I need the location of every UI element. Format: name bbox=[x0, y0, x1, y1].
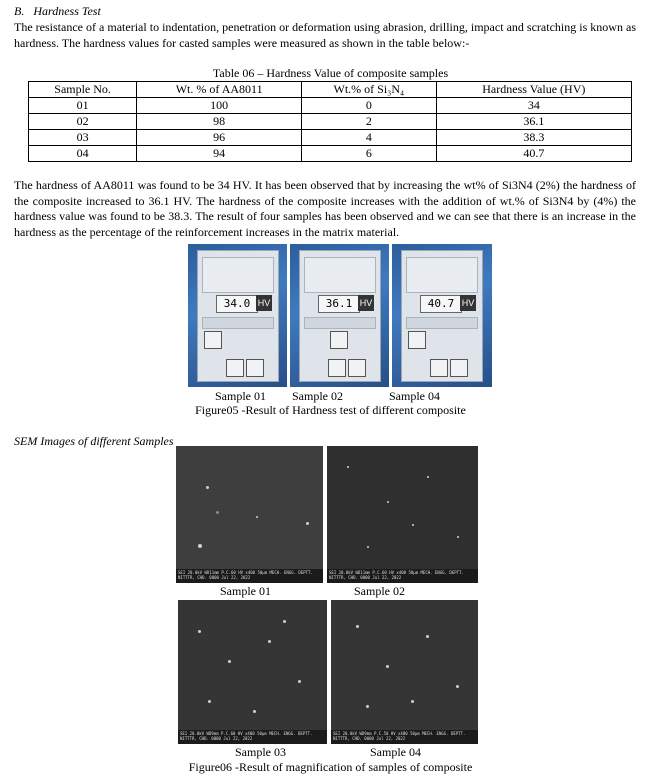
table-cell: 02 bbox=[29, 114, 137, 130]
hv-unit: HV bbox=[460, 295, 476, 311]
table-header: Sample No. bbox=[29, 82, 137, 98]
table-header: Hardness Value (HV) bbox=[436, 82, 631, 98]
sem-info-bar: SEI 20.0kV WD9mm P.C.60 HV x400 50μm MECH. ENGG. DEPTT. NITTTR, CHD. 0000 Jul 22, 2022 bbox=[178, 730, 327, 744]
table-cell: 4 bbox=[302, 130, 437, 146]
table-cell: 2 bbox=[302, 114, 437, 130]
hardness-reading: 34.0 bbox=[216, 295, 258, 313]
intro-paragraph: The resistance of a material to indentation, penetration or deformation using abrasion, drilling, impact and scratching is known as hardness. The hardness values for casted samples were measured as shown in the table below:- bbox=[14, 20, 636, 50]
photo-label: Sample 04 bbox=[389, 389, 440, 403]
hardness-reading: 40.7 bbox=[420, 295, 462, 313]
sem-image-2 bbox=[327, 446, 478, 583]
table-cell: 36.1 bbox=[436, 114, 631, 130]
table-row bbox=[29, 98, 632, 114]
table-cell: 38.3 bbox=[436, 130, 631, 146]
table-header: Wt. % of AA8011 bbox=[137, 82, 302, 98]
table-cell: 40.7 bbox=[436, 146, 631, 162]
table-row bbox=[29, 146, 632, 162]
sem-info-bar: SEI 20.0kV WD11mm P.C.60 HV x400 50μm MECH. ENGG. DEPTT. NITTTR, CHD. 0000 Jul 22, 2022 bbox=[327, 569, 478, 583]
discussion-paragraph: The hardness of AA8011 was found to be 34 HV. It has been observed that by increasing the wt% of Si3N4 (2%) the hardness of the composite increased to 36.1 HV. The hardness of the composite increases with the addition of wt.% of Si3N4 by (4%) the hardness value was found to be 38.3. The result of four samples has been observed and we can see that there is an increase in the hardness as the percentage of the reinforcement increases in the matrix material. bbox=[14, 178, 636, 239]
table-cell: 04 bbox=[29, 146, 137, 162]
table-header: Wt.% of Si₃N₄ bbox=[302, 82, 437, 98]
figure6-caption: Figure06 -Result of magnification of samples of composite bbox=[188, 760, 473, 774]
table-row bbox=[29, 114, 632, 130]
hardness-tester-photo-3 bbox=[392, 244, 492, 387]
sem-image-3 bbox=[178, 600, 327, 744]
table-caption: Table 06 – Hardness Value of composite samples bbox=[212, 66, 449, 80]
table-cell: 100 bbox=[137, 98, 302, 114]
table-header-row bbox=[29, 82, 632, 98]
sem-label: Sample 04 bbox=[370, 745, 421, 759]
table-cell: 03 bbox=[29, 130, 137, 146]
section-label: B. bbox=[14, 4, 25, 18]
sem-image-4 bbox=[331, 600, 478, 744]
table-cell: 94 bbox=[137, 146, 302, 162]
hardness-table bbox=[28, 81, 632, 162]
photo-label: Sample 01 bbox=[215, 389, 266, 403]
sem-label: Sample 03 bbox=[235, 745, 286, 759]
sem-label: Sample 02 bbox=[354, 584, 405, 598]
table-cell: 34 bbox=[436, 98, 631, 114]
section-title: Hardness Test bbox=[33, 4, 101, 18]
section-heading bbox=[14, 4, 101, 19]
table-cell: 01 bbox=[29, 98, 137, 114]
sem-info-bar: SEI 20.0kV WD9mm P.C.50 HV x400 50μm MECH. ENGG. DEPTT. NITTTR, CHD. 0000 Jul 22, 2022 bbox=[331, 730, 478, 744]
hardness-tester-photo-2 bbox=[290, 244, 389, 387]
sem-heading: SEM Images of different Samples bbox=[14, 434, 174, 448]
hv-unit: HV bbox=[358, 295, 374, 311]
table-cell: 96 bbox=[137, 130, 302, 146]
hardness-tester-photo-1 bbox=[188, 244, 287, 387]
table-cell: 0 bbox=[302, 98, 437, 114]
sem-info-bar: SEI 20.0kV WD11mm P.C.60 HV x400 50μm MECH. ENGG. DEPTT. NITTTR, CHD. 0000 Jul 22, 2022 bbox=[176, 569, 323, 583]
table-cell: 6 bbox=[302, 146, 437, 162]
hardness-reading: 36.1 bbox=[318, 295, 360, 313]
hv-unit: HV bbox=[256, 295, 272, 311]
sem-label: Sample 01 bbox=[220, 584, 271, 598]
table-cell: 98 bbox=[137, 114, 302, 130]
figure5-caption: Figure05 -Result of Hardness test of different composite bbox=[195, 403, 466, 417]
table-row bbox=[29, 130, 632, 146]
photo-label: Sample 02 bbox=[292, 389, 343, 403]
sem-image-1 bbox=[176, 446, 323, 583]
